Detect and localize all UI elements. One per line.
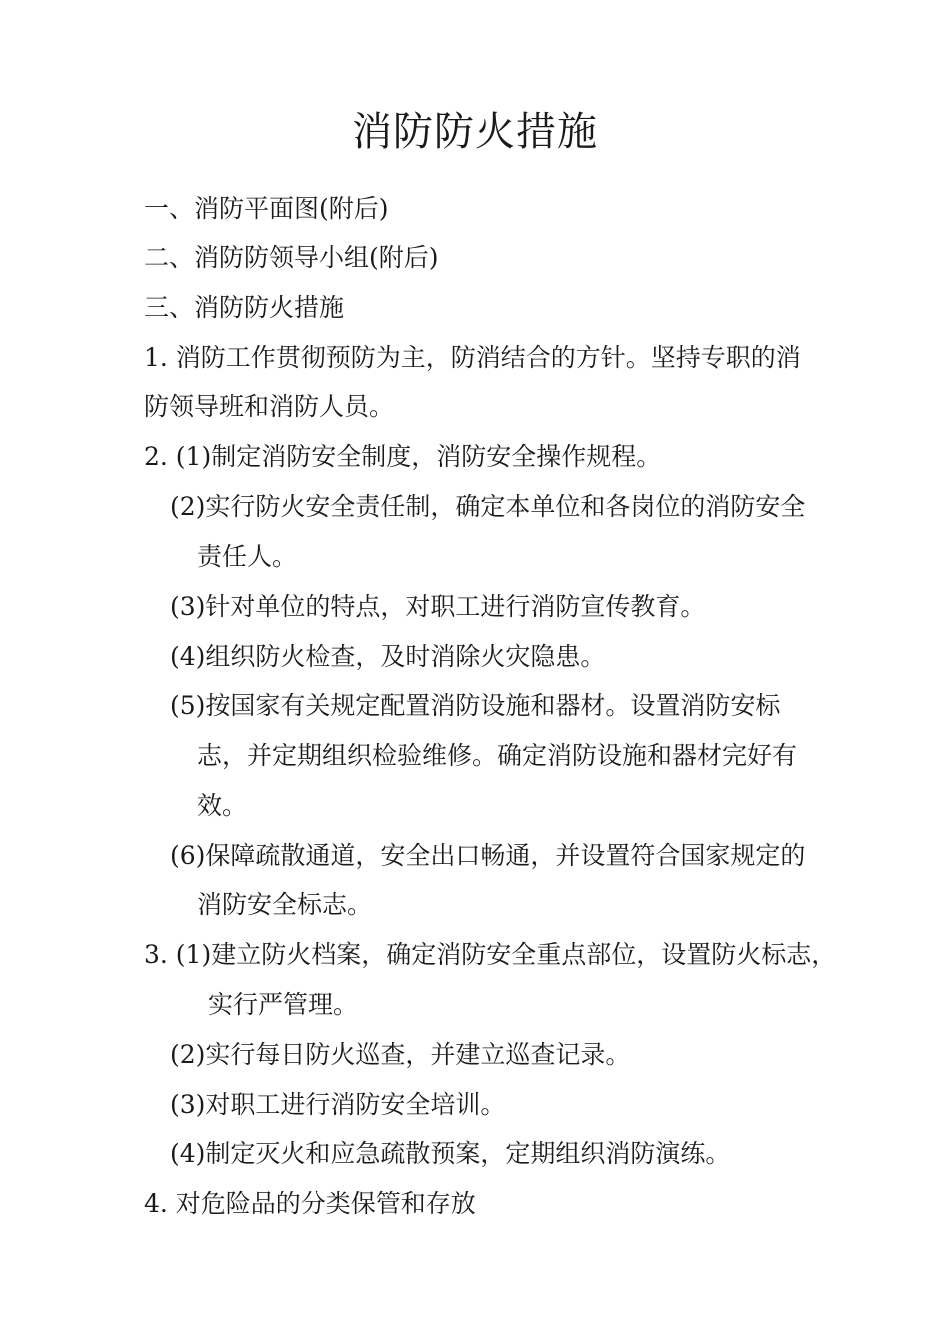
list-item: (6)保障疏散通道，安全出口畅通，并设置符合国家规定的 — [170, 841, 806, 870]
list-item: (5)按国家有关规定配置消防设施和器材。设置消防安标 — [170, 691, 781, 720]
list-item: (3)针对单位的特点，对职工进行消防宣传教育。 — [170, 592, 706, 621]
section-heading-3: 三、消防防火措施 — [144, 293, 345, 322]
list-item: (4)制定灭火和应急疏散预案，定期组织消防演练。 — [170, 1139, 731, 1168]
list-item: 3. (1)建立防火档案，确定消防安全重点部位，设置防火标志， — [144, 940, 837, 969]
paragraph-line: 防领导班和消防人员。 — [144, 392, 395, 421]
list-item: (4)组织防火检查，及时消除火灾隐患。 — [170, 642, 606, 671]
list-item-continuation: 效。 — [197, 791, 248, 820]
list-item-continuation: 志，并定期组织检验维修。确定消防设施和器材完好有 — [197, 741, 798, 770]
list-item: (3)对职工进行消防安全培训。 — [170, 1090, 506, 1119]
list-item: 2. (1)制定消防安全制度，消防安全操作规程。 — [144, 442, 662, 471]
list-item-continuation: 消防安全标志。 — [197, 890, 373, 919]
list-item: 4. 对危险品的分类保管和存放 — [144, 1189, 476, 1218]
document-title: 消防防火措施 — [352, 109, 598, 155]
list-item-continuation: 实行严管理。 — [208, 990, 359, 1019]
list-item: (2)实行防火安全责任制，确定本单位和各岗位的消防安全 — [170, 492, 806, 521]
section-heading-1: 一、消防平面图(附后) — [144, 194, 389, 223]
list-item-continuation: 责任人。 — [197, 542, 298, 571]
list-item: (2)实行每日防火巡查，并建立巡查记录。 — [170, 1040, 631, 1069]
section-heading-2: 二、消防防领导小组(附后) — [144, 243, 439, 272]
paragraph-line: 1. 消防工作贯彻预防为主，防消结合的方针。坚持专职的消 — [144, 343, 801, 372]
